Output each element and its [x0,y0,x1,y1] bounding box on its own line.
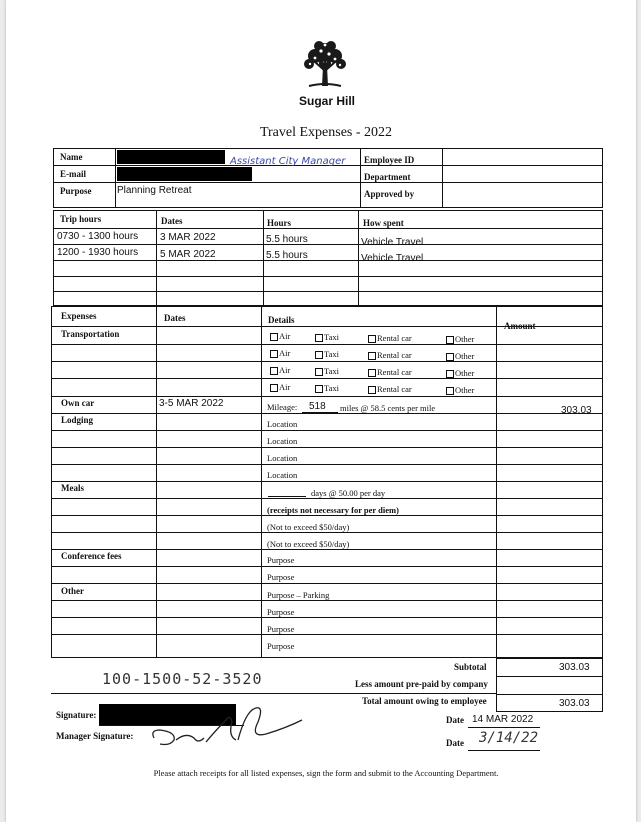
expense-form-sheet [6,0,636,822]
trip-row-1-date: 3 MAR 2022 [160,232,216,243]
option-air-label: Air [279,348,291,358]
trip-row-2-date: 5 MAR 2022 [160,249,216,260]
location-label: Location [267,470,298,480]
option-rental-label: Rental car [377,384,412,394]
owing-value: 303.03 [559,698,590,709]
purpose-value: Planning Retreat [117,185,192,196]
manager-date-handwritten: 3/14/22 [479,730,539,746]
trip-row-1-duration: 5.5 hours [266,234,308,245]
trip-header-dates: Dates [161,216,183,226]
date-value: 14 MAR 2022 [472,714,534,725]
tree-logo-icon [295,36,355,96]
account-number-handwritten: 100-1500-52-3520 [102,670,263,688]
option-air-label: Air [279,382,291,392]
amount-header: Amount [504,321,536,331]
own-car-label: Own car [61,398,95,408]
option-other-label: Other [455,368,475,378]
manager-signature-scribble [146,700,306,750]
mileage-rate: miles @ 58.5 cents per mile [340,403,436,413]
checkbox-taxi[interactable] [315,368,323,376]
own-car-dates: 3-5 MAR 2022 [159,398,224,409]
trip-row-2-spent: Vehicle Travel [361,253,424,264]
other-label: Other [61,586,84,596]
checkbox-air[interactable] [270,384,278,392]
checkbox-rental-car[interactable] [368,352,376,360]
purpose-label: Purpose [267,572,295,582]
org-name: Sugar Hill [298,94,355,108]
owing-label: Total amount owing to employee [362,696,487,706]
option-other-label: Other [455,351,475,361]
checkbox-taxi[interactable] [315,334,323,342]
mileage-value: 518 [309,401,326,412]
checkbox-taxi[interactable] [315,351,323,359]
location-label: Location [267,419,298,429]
date-label: Date [446,715,464,725]
expenses-dates-header: Dates [164,313,186,323]
manager-date-label: Date [446,738,464,748]
details-header: Details [268,315,295,325]
form-title: Travel Expenses - 2022 [259,125,393,140]
signature-label: Signature: [56,710,97,720]
option-air-label: Air [279,365,291,375]
trip-row-1-hours: 0730 - 1300 hours [57,231,139,242]
title-handwritten: Assistant City Manager [230,156,346,167]
meals-label: Meals [61,483,84,493]
checkbox-rental-car[interactable] [368,386,376,394]
mileage-label: Mileage: [267,402,298,412]
checkbox-air[interactable] [270,367,278,375]
checkbox-air[interactable] [270,350,278,358]
trip-header-how-spent: How spent [363,218,404,228]
email-redaction [117,167,252,181]
checkbox-rental-car[interactable] [368,369,376,377]
prepaid-label: Less amount pre-paid by company [355,679,488,689]
option-taxi-label: Taxi [324,332,339,342]
conference-fees-label: Conference fees [61,551,122,561]
approved-by-label: Approved by [364,189,415,199]
option-taxi-label: Taxi [324,366,339,376]
lodging-label: Lodging [61,415,94,425]
trip-row-1-spent: Vehicle Travel [361,237,424,248]
transportation-label: Transportation [61,329,120,339]
purpose-label: Purpose [267,624,295,634]
meals-rate: days @ 50.00 per day [311,488,386,498]
purpose-label: Purpose [267,555,295,565]
checkbox-other[interactable] [446,336,454,344]
footer-note: Please attach receipts for all listed expenses, sign the form and submit to the Accounting Department. [153,768,499,778]
checkbox-other[interactable] [446,387,454,395]
option-other-label: Other [455,385,475,395]
purpose-label: Purpose [267,641,295,651]
option-rental-label: Rental car [377,333,412,343]
email-label: E-mail [60,169,86,179]
checkbox-air[interactable] [270,333,278,341]
name-label: Name [60,152,83,162]
checkbox-other[interactable] [446,370,454,378]
option-other-label: Other [455,334,475,344]
checkbox-taxi[interactable] [315,385,323,393]
location-label: Location [267,436,298,446]
option-rental-label: Rental car [377,350,412,360]
trip-header-hours-count: Hours [267,218,292,228]
meals-limit: (Not to exceed $50/day) [267,522,350,532]
expenses-header: Expenses [61,311,97,321]
purpose-label: Purpose [267,607,295,617]
meals-limit: (Not to exceed $50/day) [267,539,350,549]
purpose-label: Purpose [60,186,92,196]
own-car-amount: 303.03 [561,405,592,416]
subtotal-value: 303.03 [559,662,590,673]
trip-row-2-duration: 5.5 hours [266,250,308,261]
option-taxi-label: Taxi [324,349,339,359]
trip-header-hours: Trip hours [60,214,102,224]
name-redaction [117,150,225,164]
employee-id-label: Employee ID [364,155,415,165]
location-label: Location [267,453,298,463]
meals-note: (receipts not necessary for per diem) [267,505,399,515]
purpose-parking-label: Purpose – Parking [267,590,330,600]
option-air-label: Air [279,331,291,341]
option-rental-label: Rental car [377,367,412,377]
checkbox-other[interactable] [446,353,454,361]
option-taxi-label: Taxi [324,383,339,393]
trip-row-2-hours: 1200 - 1930 hours [57,247,139,258]
department-label: Department [364,172,411,182]
manager-signature-label: Manager Signature: [56,731,134,741]
subtotal-label: Subtotal [454,662,487,672]
checkbox-rental-car[interactable] [368,335,376,343]
